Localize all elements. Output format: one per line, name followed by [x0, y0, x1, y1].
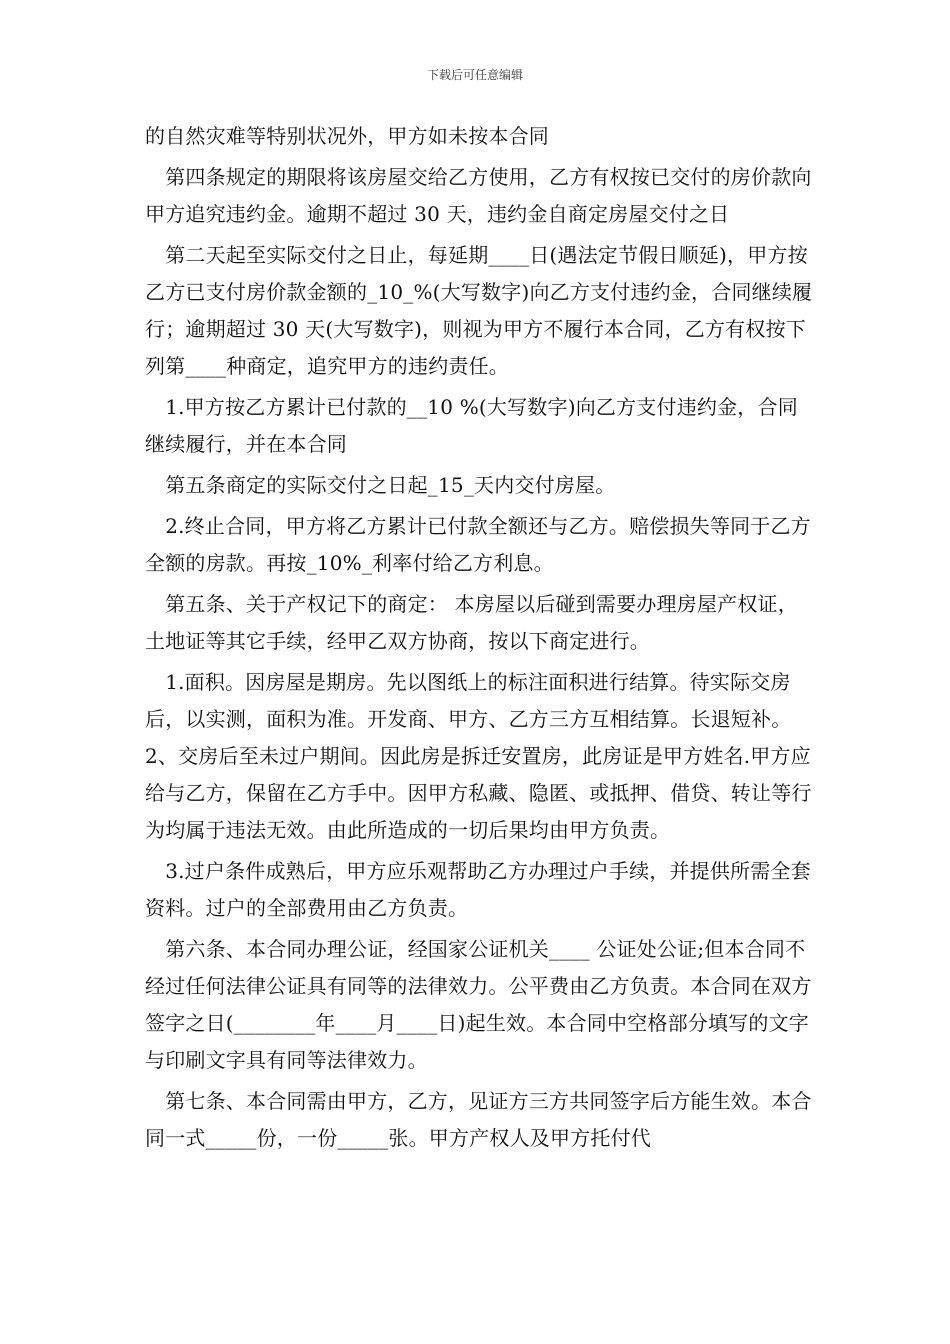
paragraph: 1.面积。因房屋是期房。先以图纸上的标注面积进行结算。待实际交房后，以实测，面积为准。开发商、甲方、乙方三方互相结算。长退短补。 2、交房后至未过户期间。因此房是拆迁安置房，此房证是甲方姓名.甲方应给与乙方，保留在乙方手中。因甲方私藏、隐匿、或抵押、借贷、转让等行为均属于违法无效。由此所造成的一切后果均由甲方负责。	[145, 670, 822, 842]
paragraph: 的自然灾难等特别状况外，甲方如未按本合同	[145, 124, 549, 148]
paragraph: 第五条商定的实际交付之日起_15_天内交付房屋。	[145, 473, 616, 497]
document-body	[145, 118, 822, 1161]
paragraph: 2.终止合同，甲方将乙方累计已付款全额还与乙方。赔偿损失等同于乙方全额的房款。再按_10%_利率付给乙方利息。	[145, 514, 811, 575]
paragraph: 1.甲方按乙方累计已付款的__10 %(大写数字)向乙方支付违约金，合同继续履行，并在本合同	[145, 395, 798, 456]
paragraph: 第六条、本合同办理公证，经国家公证机关____ 公证处公证;但本合同不经过任何法律公证具有同等的法律效力。公平费由乙方负责。本合同在双方签字之日(________年____月____日)起生效。本合同中空格部分填写的文字与印刷文字具有同等法律效力。	[145, 937, 812, 1072]
page-header: 下载后可任意编辑	[426, 68, 523, 82]
paragraph: 第五条、关于产权记下的商定： 本房屋以后碰到需要办理房屋产权证，土地证等其它手续，经甲乙双方协商，按以下商定进行。	[145, 592, 798, 653]
paragraph: 3.过户条件成熟后，甲方应乐观帮助乙方办理过户手续，并提供所需全套资料。过户的全部费用由乙方负责。	[145, 859, 811, 920]
paragraph: 第七条、本合同需由甲方，乙方，见证方三方共同签字后方能生效。本合同一式_____份，一份_____张。甲方产权人及甲方托付代	[145, 1089, 812, 1150]
paragraph: 第二天起至实际交付之日止，每延期____日(遇法定节假日顺延)，甲方按乙方已支付房价款金额的_10_%(大写数字)向乙方支付违约金，合同继续履行；逾期超过 30 天(大写数字)，则视为甲方不履行本合同，乙方有权按下列第____种商定，追究甲方的违约责任。	[145, 243, 813, 378]
paragraph: 第四条规定的期限将该房屋交给乙方使用，乙方有权按已交付的房价款向甲方追究违约金。逾期不超过 30 天，违约金自商定房屋交付之日	[145, 165, 812, 226]
